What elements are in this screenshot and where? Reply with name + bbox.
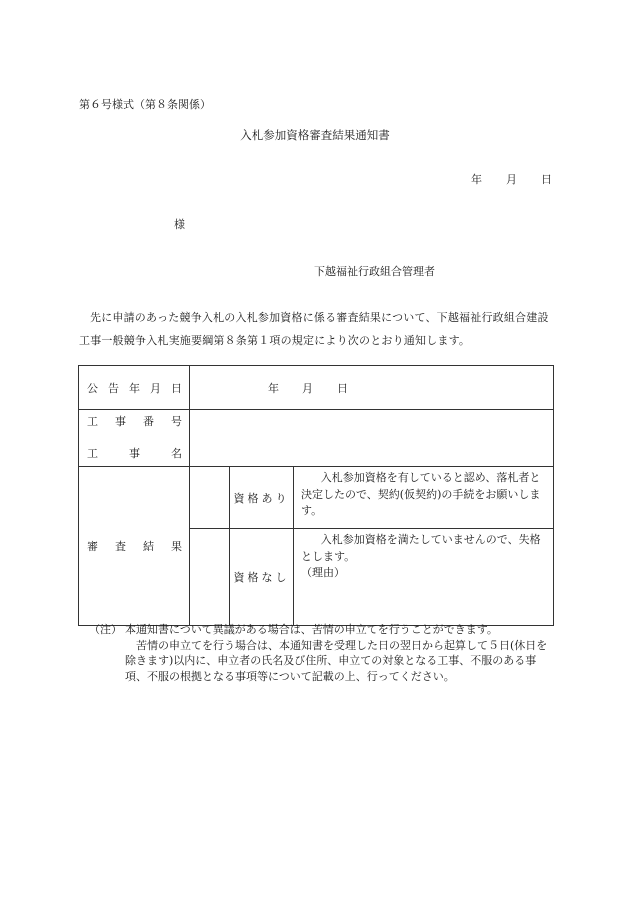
result-table: [78, 365, 554, 626]
fail-description: 入札参加資格を満たしていませんので、失格とします。 （理由）: [294, 529, 554, 626]
announce-date-label: 公 告 年 月 日: [79, 366, 190, 410]
pass-description: 入札参加資格を有していると認め、落札者と決定したので、契約(仮契約)の手続をお願いします。: [294, 467, 554, 529]
issuer-name: 下越福祉行政組合管理者: [314, 265, 435, 278]
work-value-cell: [190, 410, 554, 467]
announce-date-row: [79, 366, 554, 410]
note-mark: （注）: [89, 623, 122, 636]
work-row: [79, 410, 554, 467]
note-line-1: 本通知書について異議がある場合は、苦情の申立てを行うことができます。: [125, 623, 498, 636]
pass-row: [79, 467, 554, 529]
note-line-2: 苦情の申立てを行う場合は、本通知書を受理した日の翌日から起算して５日(休日を除きます)以内に、申立者の氏名及び住所、申立ての対象となる工事、不服のある事項、不服の根拠となる事項等について記載の上、行ってください。: [125, 638, 548, 683]
fail-reason-label: （理由）: [301, 566, 345, 579]
work-name-label: 工 事 名: [87, 447, 182, 460]
note-body: [125, 622, 555, 684]
fail-check-cell: [190, 529, 230, 626]
form-number: 第６号様式（第８条関係）: [79, 98, 211, 111]
date-year-label: 年: [471, 173, 482, 186]
date-month-label: 月: [506, 173, 517, 186]
fail-label: 資格なし: [230, 529, 294, 626]
addressee-suffix: 様: [174, 218, 185, 231]
result-label-cell: 審 査 結 果: [79, 467, 190, 626]
document-title: 入札参加資格審査結果通知書: [240, 128, 390, 142]
pass-label: 資格あり: [230, 467, 294, 529]
announce-month-label: 月: [302, 382, 313, 395]
announce-year-label: 年: [268, 382, 279, 395]
pass-check-cell: [190, 467, 230, 529]
announce-day-label: 日: [337, 382, 348, 395]
work-label-cell: [79, 410, 190, 467]
body-paragraph: 先に申請のあった競争入札の入札参加資格に係る審査結果について、下越福祉行政組合建設工事一般競争入札実施要綱第８条第１項の規定により次のとおり通知します。: [79, 311, 549, 347]
work-number-label: 工 事 番 号: [87, 415, 182, 428]
date-day-label: 日: [541, 173, 552, 186]
announce-date-value: [190, 366, 554, 410]
